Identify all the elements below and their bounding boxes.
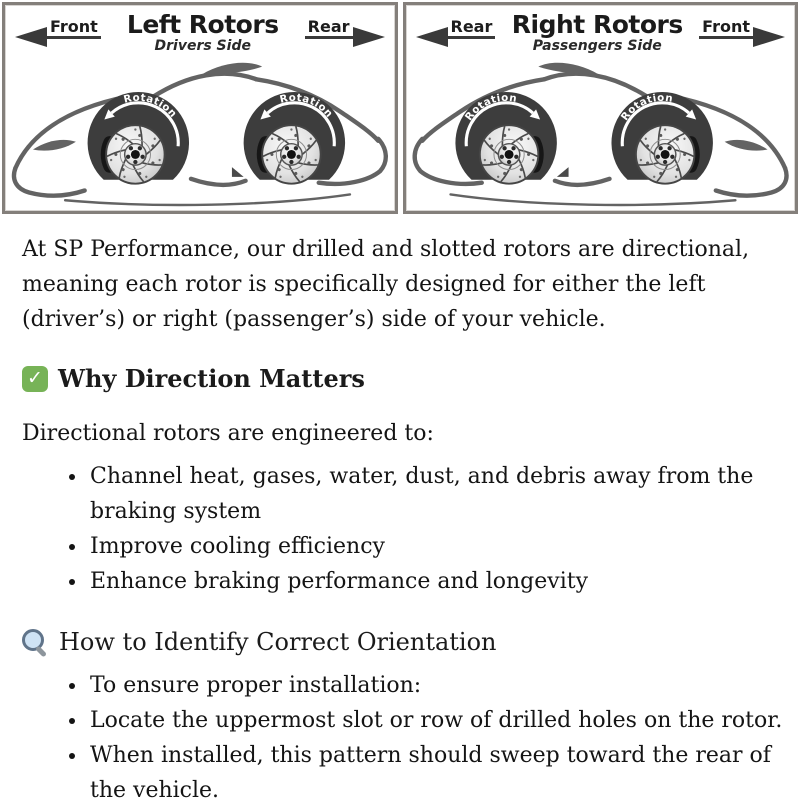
white-check-mark-icon — [22, 366, 48, 392]
direction-label: Rear — [448, 18, 496, 39]
list-item: • Locate the uppermost slot or row of drilled holes on the rotor. — [88, 703, 792, 738]
section-heading-why-direction-matters — [22, 361, 792, 396]
list-item: • Channel heat, gases, water, dust, and debris away from the braking system — [88, 459, 792, 529]
arrow-left-icon — [416, 27, 448, 47]
section-heading-text: How to Identify Correct Orientation — [59, 628, 497, 656]
section-heading-identify-orientation — [22, 625, 792, 660]
intro-paragraph: At SP Performance, our drilled and slotted rotors are directional, meaning each rotor is specifically designed for either the left (driver’s) or right (passenger’s) side of your vehicle. — [22, 237, 750, 332]
arrow-left-icon — [15, 27, 47, 47]
benefits-list — [22, 459, 792, 599]
section-heading-text: Why Direction Matters — [58, 364, 365, 393]
panel-subtitle: Drivers Side — [154, 38, 251, 54]
rear-direction-arrow — [416, 18, 496, 39]
magnifier-handle — [35, 645, 47, 657]
direction-label: Rear — [305, 18, 353, 39]
panel-title: Right Rotors — [511, 10, 683, 39]
rotation-label: Rotation — [278, 91, 336, 121]
arrow-right-icon — [753, 27, 785, 47]
article-body — [0, 216, 800, 808]
left-rotors-panel — [2, 2, 398, 214]
left-panel-header — [5, 5, 395, 54]
right-panel-header — [406, 5, 796, 54]
rotation-label: Rotation — [122, 91, 180, 121]
rotation-label: Rotation — [462, 91, 518, 123]
rotation-label: Rotation — [618, 91, 674, 123]
front-direction-arrow — [15, 18, 101, 39]
lead-paragraph: Directional rotors are engineered to: — [22, 421, 434, 446]
rear-direction-arrow — [305, 18, 385, 39]
list-item: • To ensure proper installation: — [88, 668, 792, 703]
front-direction-arrow — [699, 18, 785, 39]
list-item: • Enhance braking performance and longevity — [88, 564, 792, 599]
right-rotors-panel — [403, 2, 799, 214]
direction-label: Front — [699, 18, 753, 39]
orientation-list — [22, 668, 792, 808]
list-item: • When installed, this pattern should sweep toward the rear of the vehicle. — [88, 738, 792, 808]
right-panel-titles — [512, 12, 683, 54]
left-car-illustration — [5, 53, 395, 211]
arrow-right-icon — [353, 27, 385, 47]
check-glyph: ✓ — [27, 367, 43, 389]
panel-title: Left Rotors — [126, 10, 279, 39]
list-item: • Improve cooling efficiency — [88, 529, 792, 564]
magnifier-icon — [22, 629, 49, 656]
direction-label: Front — [47, 18, 101, 39]
left-panel-titles — [127, 12, 279, 54]
right-car-illustration — [406, 53, 796, 211]
rotor-direction-diagram — [2, 2, 798, 214]
panel-subtitle: Passengers Side — [532, 38, 662, 54]
